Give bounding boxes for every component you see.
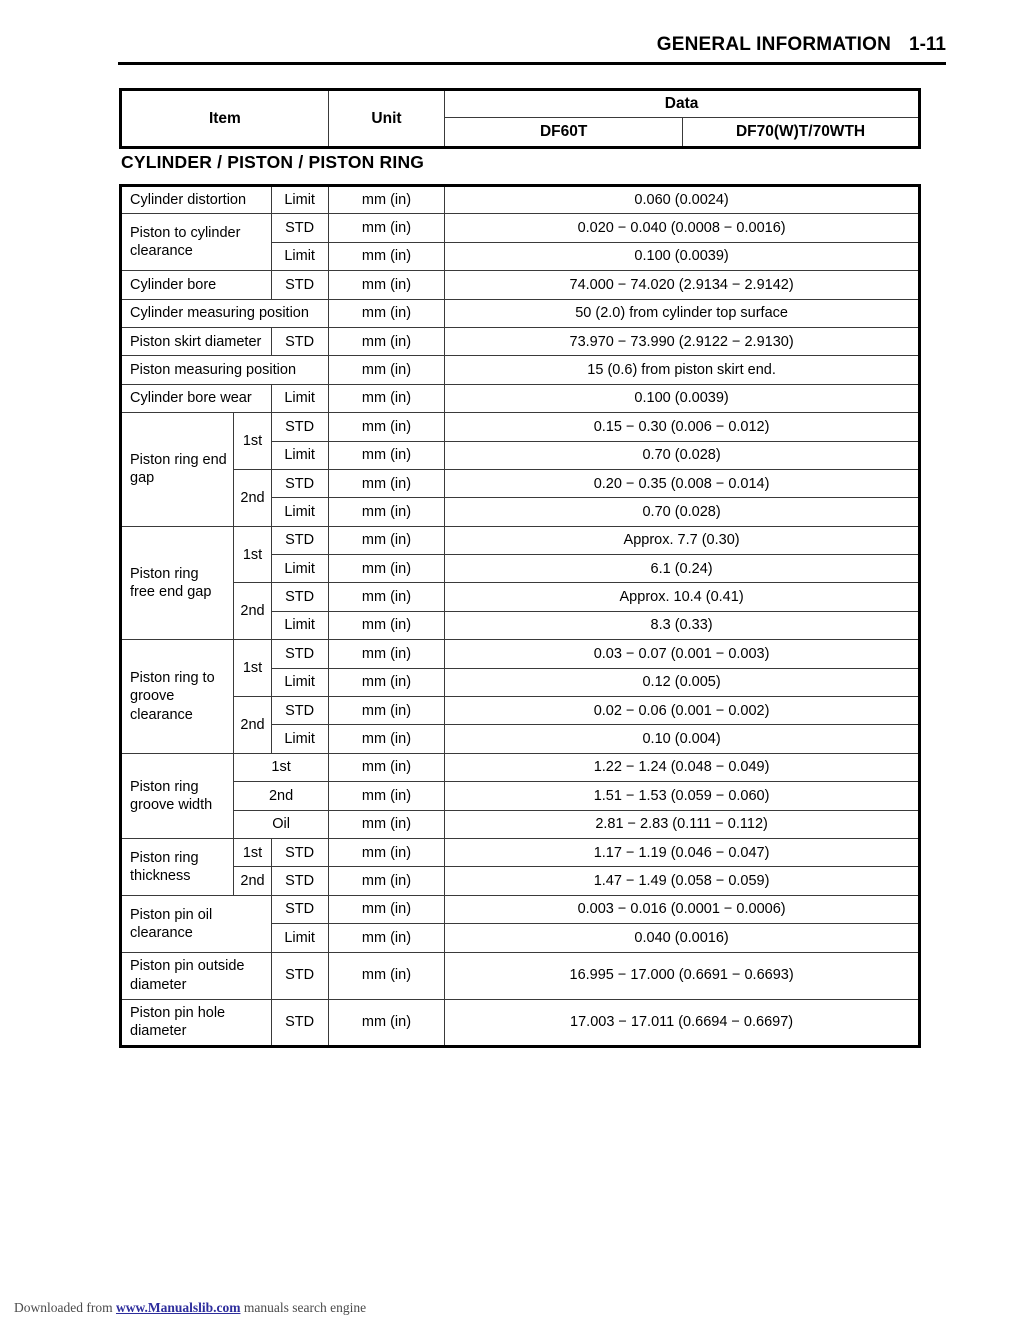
- row-unit: mm (in): [328, 999, 444, 1046]
- table-row: [121, 384, 920, 412]
- table-row: [121, 413, 920, 441]
- table-row: [121, 952, 920, 999]
- footer-prefix: Downloaded from: [14, 1300, 116, 1315]
- row-label: Piston ring to groove clearance: [121, 640, 234, 754]
- row-ordinal: 1st: [234, 526, 271, 583]
- row-ordinal: 2nd: [234, 469, 271, 526]
- row-spec: Limit: [271, 924, 328, 952]
- row-unit: mm (in): [328, 299, 444, 327]
- spec-table-body: [119, 184, 921, 1048]
- row-value: 0.70 (0.028): [445, 441, 920, 469]
- column-header-data: Data: [445, 90, 920, 118]
- row-unit: mm (in): [328, 753, 444, 781]
- row-unit: mm (in): [328, 895, 444, 923]
- table-row: [121, 271, 920, 299]
- row-spec: STD: [271, 952, 328, 999]
- row-unit: mm (in): [328, 725, 444, 753]
- row-value: 0.20 − 0.35 (0.008 − 0.014): [445, 469, 920, 497]
- row-label: Piston pin hole diameter: [121, 999, 272, 1046]
- table-row: [121, 999, 920, 1046]
- row-unit: mm (in): [328, 640, 444, 668]
- row-unit: mm (in): [328, 583, 444, 611]
- table-row: [121, 214, 920, 242]
- row-ordinal: 2nd: [234, 697, 271, 754]
- row-value: 0.040 (0.0016): [445, 924, 920, 952]
- row-spec: STD: [271, 327, 328, 355]
- row-value: 0.12 (0.005): [445, 668, 920, 696]
- row-unit: mm (in): [328, 782, 444, 810]
- row-unit: mm (in): [328, 186, 444, 214]
- row-ordinal: Oil: [234, 810, 328, 838]
- row-value: 2.81 − 2.83 (0.111 − 0.112): [445, 810, 920, 838]
- column-header-model-df70: DF70(W)T/70WTH: [683, 118, 920, 148]
- row-spec: STD: [271, 413, 328, 441]
- table-row: [121, 526, 920, 554]
- row-value: 0.100 (0.0039): [445, 384, 920, 412]
- row-label: Piston ring groove width: [121, 753, 234, 838]
- row-label: Piston pin oil clearance: [121, 895, 272, 952]
- row-unit: mm (in): [328, 526, 444, 554]
- row-spec: STD: [271, 526, 328, 554]
- row-value: 0.060 (0.0024): [445, 186, 920, 214]
- table-row: [121, 753, 920, 781]
- row-value: 1.47 − 1.49 (0.058 − 0.059): [445, 867, 920, 895]
- row-label: Piston ring thickness: [121, 838, 234, 895]
- row-label: Piston ring free end gap: [121, 526, 234, 640]
- page-title: GENERAL INFORMATION: [656, 34, 892, 55]
- row-value: 0.70 (0.028): [445, 498, 920, 526]
- table-row: [121, 186, 920, 214]
- row-unit: mm (in): [328, 867, 444, 895]
- table-row: [121, 895, 920, 923]
- row-spec: STD: [271, 271, 328, 299]
- row-unit: mm (in): [328, 242, 444, 270]
- row-value: 74.000 − 74.020 (2.9134 − 2.9142): [445, 271, 920, 299]
- row-label: Cylinder distortion: [121, 186, 272, 214]
- row-value: 15 (0.6) from piston skirt end.: [445, 356, 920, 384]
- row-ordinal: 1st: [234, 753, 328, 781]
- row-unit: mm (in): [328, 498, 444, 526]
- row-unit: mm (in): [328, 327, 444, 355]
- row-spec: Limit: [271, 186, 328, 214]
- row-unit: mm (in): [328, 668, 444, 696]
- row-label: Cylinder measuring position: [121, 299, 329, 327]
- row-unit: mm (in): [328, 810, 444, 838]
- row-unit: mm (in): [328, 838, 444, 866]
- row-spec: STD: [271, 214, 328, 242]
- table-row: [121, 697, 920, 725]
- row-value: 1.51 − 1.53 (0.059 − 0.060): [445, 782, 920, 810]
- row-value: 73.970 − 73.990 (2.9122 − 2.9130): [445, 327, 920, 355]
- row-ordinal: 2nd: [234, 782, 328, 810]
- column-header-item: Item: [121, 90, 329, 148]
- row-value: 0.10 (0.004): [445, 725, 920, 753]
- row-value: 0.020 − 0.040 (0.0008 − 0.0016): [445, 214, 920, 242]
- spec-table-header: [119, 88, 921, 149]
- table-row: [121, 640, 920, 668]
- row-unit: mm (in): [328, 214, 444, 242]
- row-unit: mm (in): [328, 469, 444, 497]
- row-value: 0.15 − 0.30 (0.006 − 0.012): [445, 413, 920, 441]
- row-spec: STD: [271, 999, 328, 1046]
- row-unit: mm (in): [328, 555, 444, 583]
- row-spec: Limit: [271, 498, 328, 526]
- row-label: Piston skirt diameter: [121, 327, 272, 355]
- row-value: 1.22 − 1.24 (0.048 − 0.049): [445, 753, 920, 781]
- row-unit: mm (in): [328, 441, 444, 469]
- row-value: 1.17 − 1.19 (0.046 − 0.047): [445, 838, 920, 866]
- row-ordinal: 1st: [234, 838, 271, 866]
- row-ordinal: 1st: [234, 413, 271, 470]
- row-unit: mm (in): [328, 413, 444, 441]
- row-label: Piston measuring position: [121, 356, 329, 384]
- row-spec: STD: [271, 640, 328, 668]
- row-label: Piston ring end gap: [121, 413, 234, 527]
- row-spec: STD: [271, 469, 328, 497]
- row-value: 0.003 − 0.016 (0.0001 − 0.0006): [445, 895, 920, 923]
- row-label: Piston pin outside diameter: [121, 952, 272, 999]
- table-row: [121, 299, 920, 327]
- row-unit: mm (in): [328, 952, 444, 999]
- row-value: Approx. 10.4 (0.41): [445, 583, 920, 611]
- row-ordinal: 2nd: [234, 583, 271, 640]
- table-row: [121, 782, 920, 810]
- row-value: 16.995 − 17.000 (0.6691 − 0.6693): [445, 952, 920, 999]
- row-unit: mm (in): [328, 271, 444, 299]
- row-spec: STD: [271, 583, 328, 611]
- table-row: [121, 469, 920, 497]
- row-value: 0.02 − 0.06 (0.001 − 0.002): [445, 697, 920, 725]
- row-unit: mm (in): [328, 611, 444, 639]
- row-spec: Limit: [271, 441, 328, 469]
- row-label: Piston to cylinder clearance: [121, 214, 272, 271]
- header-divider: [118, 62, 946, 65]
- row-spec: Limit: [271, 242, 328, 270]
- row-unit: mm (in): [328, 356, 444, 384]
- row-unit: mm (in): [328, 924, 444, 952]
- row-value: 0.100 (0.0039): [445, 242, 920, 270]
- table-row: [121, 356, 920, 384]
- footer-suffix: manuals search engine: [240, 1300, 367, 1315]
- page-header: [118, 34, 946, 56]
- download-footer: [14, 1300, 366, 1316]
- row-label: Cylinder bore: [121, 271, 272, 299]
- row-value: 6.1 (0.24): [445, 555, 920, 583]
- row-spec: STD: [271, 697, 328, 725]
- row-spec: STD: [271, 838, 328, 866]
- row-spec: STD: [271, 867, 328, 895]
- page-number: 1-11: [909, 34, 946, 55]
- manualslib-link[interactable]: www.Manualslib.com: [115, 1300, 241, 1315]
- row-value: 8.3 (0.33): [445, 611, 920, 639]
- row-spec: Limit: [271, 555, 328, 583]
- table-row: [121, 867, 920, 895]
- table-row: [121, 810, 920, 838]
- row-unit: mm (in): [328, 384, 444, 412]
- row-spec: Limit: [271, 725, 328, 753]
- row-label: Cylinder bore wear: [121, 384, 272, 412]
- row-value: 50 (2.0) from cylinder top surface: [445, 299, 920, 327]
- row-ordinal: 1st: [234, 640, 271, 697]
- table-row: [121, 327, 920, 355]
- column-header-model-df60t: DF60T: [445, 118, 683, 148]
- row-spec: STD: [271, 895, 328, 923]
- row-spec: Limit: [271, 384, 328, 412]
- row-value: 17.003 − 17.011 (0.6694 − 0.6697): [445, 999, 920, 1046]
- row-spec: Limit: [271, 611, 328, 639]
- row-unit: mm (in): [328, 697, 444, 725]
- section-title: CYLINDER / PISTON / PISTON RING: [121, 152, 425, 172]
- table-row: [121, 838, 920, 866]
- row-value: 0.03 − 0.07 (0.001 − 0.003): [445, 640, 920, 668]
- row-value: Approx. 7.7 (0.30): [445, 526, 920, 554]
- column-header-unit: Unit: [328, 90, 444, 148]
- row-spec: Limit: [271, 668, 328, 696]
- table-row: [121, 583, 920, 611]
- row-ordinal: 2nd: [234, 867, 271, 895]
